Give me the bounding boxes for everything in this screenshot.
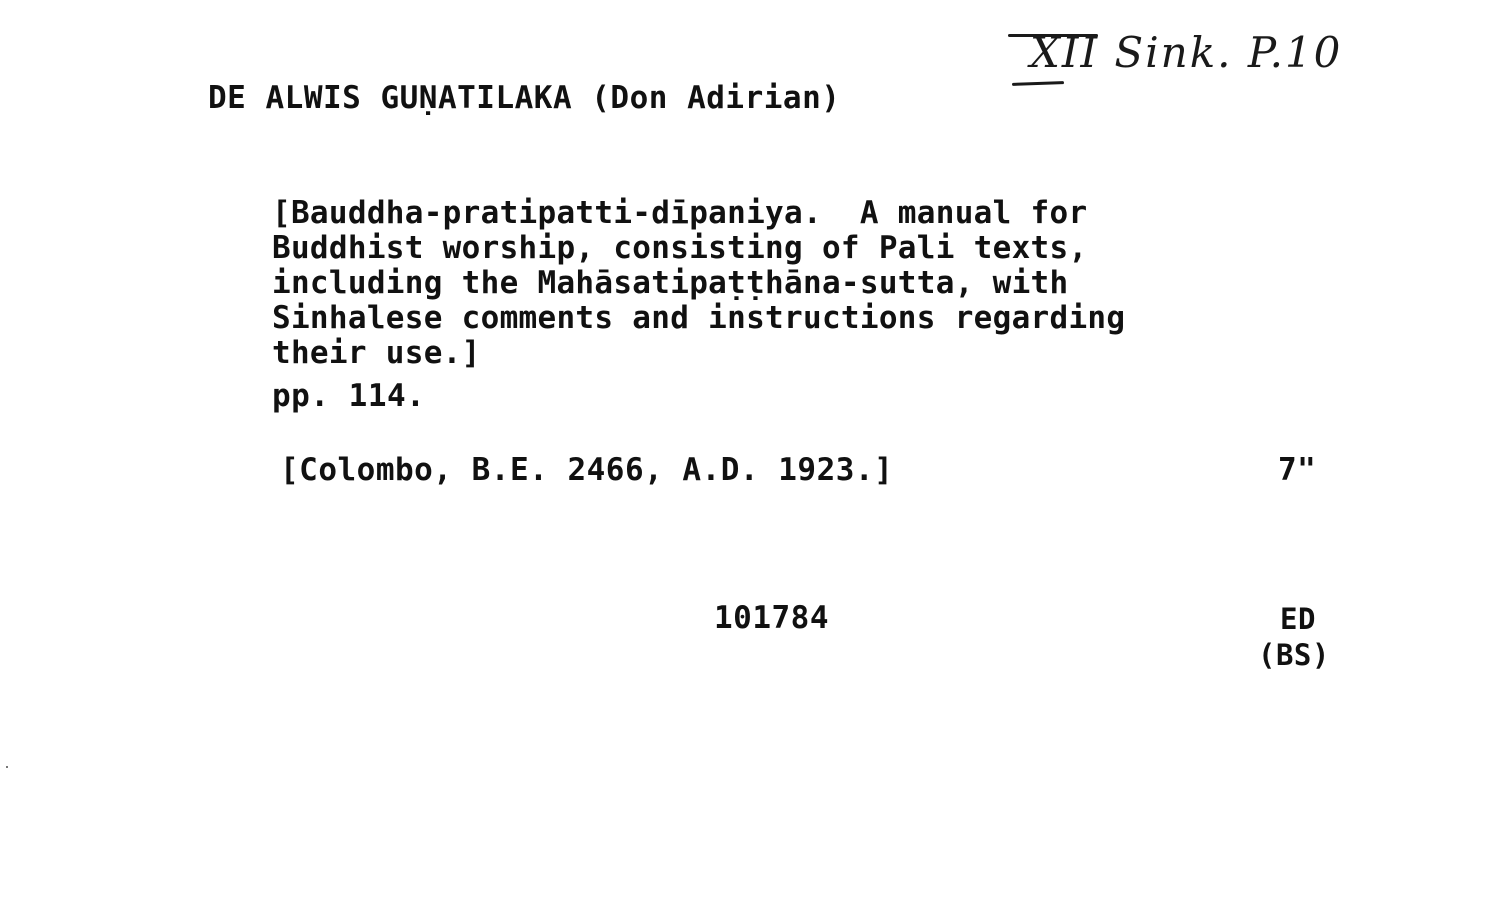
description-line: Buddhist worship, consisting of Pali texts, bbox=[272, 230, 1088, 266]
scan-speck bbox=[6, 766, 8, 768]
description-line: [Bauddha-pratipatti-dīpaniya. A manual for bbox=[272, 195, 1088, 231]
pagination: pp. 114. bbox=[272, 378, 426, 414]
book-size: 7" bbox=[1278, 452, 1317, 488]
description-line: including the Mahāsatipaṭṭhāna-sutta, with bbox=[272, 265, 1069, 301]
author-heading: DE ALWIS GUṆATILAKA (Don Adirian) bbox=[208, 80, 841, 116]
title-description bbox=[272, 196, 1292, 371]
accession-number: 101784 bbox=[714, 600, 829, 636]
shelfmark-underline bbox=[1012, 81, 1064, 86]
description-line: Sinhalese comments and instructions regarding bbox=[272, 300, 1126, 336]
department-subcode: (BS) bbox=[1258, 638, 1330, 672]
department-code: ED bbox=[1280, 602, 1316, 636]
description-line: their use.] bbox=[272, 335, 481, 371]
imprint: [Colombo, B.E. 2466, A.D. 1923.] bbox=[280, 452, 894, 488]
handwritten-shelfmark: XII Sink. P.10 bbox=[1030, 28, 1343, 77]
